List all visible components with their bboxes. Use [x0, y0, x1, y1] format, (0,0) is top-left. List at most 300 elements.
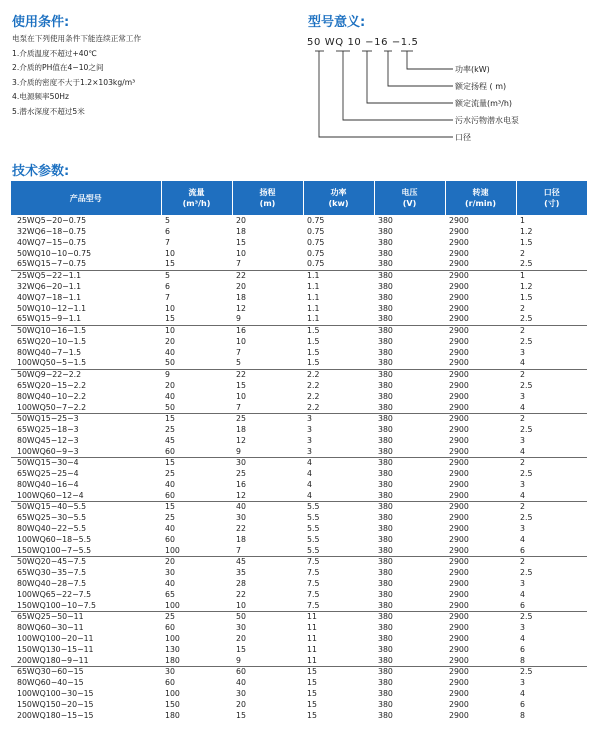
cell-voltage: 380	[378, 568, 393, 577]
cell-power: 7.5	[307, 600, 320, 610]
cell-speed: 2900	[449, 545, 469, 555]
cell-caliber: 2	[516, 457, 587, 468]
cell-head: 10	[236, 248, 246, 258]
cell-power: 2.2	[303, 369, 374, 380]
cell-head: 15	[236, 711, 246, 721]
table-row	[11, 612, 587, 623]
table-row	[11, 303, 587, 314]
cell-caliber: 2.5	[520, 468, 533, 478]
cell-flow: 20	[165, 380, 175, 390]
cell-caliber: 8	[520, 655, 525, 665]
conditions-title: 使用条件:	[12, 15, 70, 30]
line-type	[343, 51, 453, 120]
cell-power: 3	[307, 435, 312, 445]
cell-speed: 2900	[449, 391, 469, 401]
cell-model: 25WQ5−22−1.1	[11, 270, 161, 281]
cell-power: 2.2	[307, 402, 320, 412]
cell-model: 50WQ9−22−2.2	[11, 369, 161, 380]
cell-power: 4	[307, 479, 312, 489]
table-row	[11, 568, 587, 579]
cell-caliber: 2.5	[520, 512, 533, 522]
cell-voltage: 380	[378, 380, 393, 390]
conditions-item: 5.潜水深度不超过5米	[12, 106, 85, 116]
cell-power: 11	[307, 623, 317, 633]
cell-head: 30	[236, 512, 246, 522]
cell-model: 32WQ6−18−0.75	[17, 226, 87, 236]
cell-flow: 30	[165, 568, 175, 577]
cell-flow: 15	[161, 413, 232, 424]
cell-power: 5.5	[307, 545, 320, 555]
cell-caliber: 2	[516, 501, 587, 512]
table-row	[11, 711, 587, 722]
cell-caliber: 6	[520, 545, 525, 555]
cell-power: 5.5	[303, 501, 374, 512]
cell-power: 1.5	[303, 325, 374, 336]
cell-flow: 60	[165, 623, 175, 633]
cell-head: 10	[236, 336, 246, 346]
cell-power: 15	[307, 689, 317, 699]
header-unit: (m)	[259, 199, 276, 208]
cell-model: 100WQ65−22−7.5	[17, 590, 92, 600]
cell-speed: 2900	[445, 457, 516, 468]
cell-speed: 2900	[449, 226, 469, 236]
cell-voltage: 380	[378, 645, 393, 655]
table-row	[11, 270, 587, 281]
cell-voltage: 380	[374, 501, 445, 512]
cell-model: 80WQ40−28−7.5	[17, 579, 87, 589]
cell-speed: 2900	[449, 579, 469, 589]
cell-caliber: 2	[516, 413, 587, 424]
cell-head: 25	[232, 413, 303, 424]
cell-model: 200WQ180−9−11	[17, 655, 89, 665]
cell-flow: 25	[165, 424, 175, 434]
cell-model: 65WQ25−30−5.5	[17, 512, 87, 522]
cell-model: 80WQ40−22−5.5	[17, 523, 87, 533]
cell-power: 11	[307, 645, 317, 655]
cell-head: 18	[236, 534, 246, 544]
cell-caliber: 3	[520, 579, 525, 589]
cell-caliber: 1.2	[520, 281, 533, 291]
cell-head: 35	[236, 568, 246, 577]
cell-flow: 30	[161, 667, 232, 678]
cell-model: 80WQ40−7−1.5	[17, 347, 82, 357]
cell-voltage: 380	[378, 314, 393, 324]
cell-speed: 2900	[449, 645, 469, 655]
cell-caliber: 3	[520, 479, 525, 489]
model-meaning-title: 型号意义:	[308, 15, 366, 30]
cell-model: 65WQ20−15−2.2	[17, 380, 87, 390]
cell-model: 65WQ15−7−0.75	[17, 259, 87, 269]
cell-head: 18	[236, 424, 246, 434]
cell-flow: 45	[165, 435, 175, 445]
cell-flow: 25	[165, 512, 175, 522]
cell-speed: 2900	[449, 380, 469, 390]
cell-power: 7.5	[307, 590, 320, 600]
cell-caliber: 4	[520, 402, 525, 412]
cell-head: 9	[236, 446, 241, 456]
cell-voltage: 380	[378, 590, 393, 600]
cell-model: 80WQ45−12−3	[17, 435, 79, 445]
cell-head: 18	[236, 226, 246, 236]
cell-voltage: 380	[374, 325, 445, 336]
table-row	[11, 468, 587, 479]
cell-flow: 130	[165, 645, 180, 655]
header-line: 电压	[401, 188, 418, 197]
cell-caliber: 2	[520, 248, 525, 258]
cell-speed: 2900	[449, 623, 469, 633]
cell-model: 80WQ40−16−4	[17, 479, 79, 489]
cell-caliber: 2	[520, 303, 525, 313]
cell-head: 20	[236, 634, 246, 644]
cell-speed: 2900	[449, 259, 469, 269]
cell-voltage: 380	[378, 600, 393, 610]
cell-speed: 2900	[449, 215, 469, 225]
cell-speed: 2900	[445, 556, 516, 567]
cell-power: 1.1	[307, 314, 320, 324]
cell-voltage: 380	[378, 358, 393, 368]
cell-speed: 2900	[449, 634, 469, 644]
cell-speed: 2900	[445, 667, 516, 678]
line-caliber	[319, 51, 453, 137]
cell-power: 0.75	[307, 226, 325, 236]
cell-flow: 20	[165, 336, 175, 346]
table-row	[11, 523, 587, 534]
cell-speed: 2900	[449, 568, 469, 577]
cell-power: 0.75	[307, 215, 325, 225]
cell-flow: 40	[165, 523, 175, 533]
cell-model: 65WQ20−10−1.5	[17, 336, 87, 346]
cell-caliber: 6	[520, 700, 525, 710]
cell-voltage: 380	[378, 281, 393, 291]
cell-power: 0.75	[307, 248, 325, 258]
cell-caliber: 3	[520, 623, 525, 633]
table-row	[11, 656, 587, 667]
cell-head: 12	[236, 303, 246, 313]
cell-voltage: 380	[378, 435, 393, 445]
cell-flow: 6	[165, 281, 170, 291]
cell-voltage: 380	[378, 446, 393, 456]
header-unit: (r/min)	[465, 199, 496, 208]
cell-model: 50WQ10−10−0.75	[17, 248, 92, 258]
cell-voltage: 380	[374, 369, 445, 380]
cell-head: 22	[236, 523, 246, 533]
cell-model: 25WQ5−20−0.75	[17, 215, 87, 225]
cell-voltage: 380	[378, 711, 393, 721]
cell-caliber: 2.5	[520, 259, 533, 269]
cell-head: 9	[236, 314, 241, 324]
spec-table	[11, 181, 587, 722]
table-header-row	[11, 181, 587, 215]
cell-power: 11	[303, 612, 374, 623]
cell-speed: 2900	[445, 369, 516, 380]
cell-flow: 10	[161, 325, 232, 336]
cell-caliber: 2	[516, 369, 587, 380]
cell-model: 100WQ50−7−2.2	[17, 402, 87, 412]
cell-speed: 2900	[445, 501, 516, 512]
cell-caliber: 2.5	[516, 667, 587, 678]
cell-flow: 100	[165, 600, 180, 610]
cell-voltage: 380	[378, 579, 393, 589]
table-row	[11, 391, 587, 402]
table-body	[11, 215, 587, 722]
header-head	[232, 181, 303, 215]
cell-power: 3	[307, 424, 312, 434]
cell-head: 22	[232, 270, 303, 281]
conditions-list	[12, 32, 141, 120]
cell-power: 5.5	[307, 523, 320, 533]
conditions-item: 3.介质的密度不大于1.2×103kg/m³	[12, 77, 136, 87]
cell-head: 60	[232, 667, 303, 678]
cell-model: 200WQ180−15−15	[17, 711, 94, 721]
cell-voltage: 380	[378, 689, 393, 699]
cell-caliber: 3	[520, 678, 525, 688]
cell-power: 7.5	[307, 579, 320, 589]
cell-speed: 2900	[449, 689, 469, 699]
cell-head: 5	[236, 358, 241, 368]
cell-caliber: 6	[520, 600, 525, 610]
table-row	[11, 325, 587, 336]
cell-flow: 25	[161, 612, 232, 623]
cell-caliber: 4	[520, 634, 525, 644]
cell-speed: 2900	[449, 655, 469, 665]
cell-caliber: 4	[520, 689, 525, 699]
cell-voltage: 380	[378, 347, 393, 357]
cell-head: 10	[236, 391, 246, 401]
cell-caliber: 2	[516, 325, 587, 336]
cell-model: 50WQ20−45−7.5	[11, 556, 161, 567]
cell-caliber: 3	[520, 347, 525, 357]
cell-head: 30	[236, 623, 246, 633]
header-voltage	[374, 181, 445, 215]
cell-caliber: 1	[520, 215, 525, 225]
table-row	[11, 623, 587, 634]
table-row	[11, 689, 587, 700]
cell-speed: 2900	[449, 678, 469, 688]
cell-head: 30	[236, 689, 246, 699]
cell-power: 1.5	[307, 336, 320, 346]
header-flow	[161, 181, 232, 215]
cell-power: 15	[303, 667, 374, 678]
cell-power: 5.5	[307, 512, 320, 522]
cell-speed: 2900	[445, 413, 516, 424]
cell-speed: 2900	[445, 270, 516, 281]
cell-model: 150WQ150−20−15	[17, 700, 94, 710]
cell-flow: 60	[165, 490, 175, 500]
line-power	[407, 51, 453, 69]
cell-speed: 2900	[449, 435, 469, 445]
table-row	[11, 457, 587, 468]
cell-head: 7	[236, 545, 241, 555]
table-row	[11, 545, 587, 556]
cell-head: 12	[236, 435, 246, 445]
cell-model: 100WQ60−18−5.5	[17, 534, 92, 544]
cell-head: 15	[236, 237, 246, 247]
cell-model: 65WQ25−50−11	[11, 612, 161, 623]
cell-power: 3	[307, 446, 312, 456]
tech-params-title: 技术参数:	[12, 164, 70, 179]
cell-power: 15	[307, 700, 317, 710]
table-row	[11, 347, 587, 358]
cell-voltage: 380	[378, 623, 393, 633]
cell-head: 22	[232, 369, 303, 380]
cell-speed: 2900	[449, 534, 469, 544]
label-caliber: 口径	[455, 133, 471, 142]
cell-flow: 50	[165, 358, 175, 368]
cell-head: 7	[236, 259, 241, 269]
cell-power: 4	[307, 468, 312, 478]
cell-flow: 6	[165, 226, 170, 236]
cell-power: 11	[307, 655, 317, 665]
cell-head: 30	[232, 457, 303, 468]
cell-speed: 2900	[449, 303, 469, 313]
table-row	[11, 512, 587, 523]
table-row	[11, 358, 587, 369]
cell-speed: 2900	[449, 424, 469, 434]
cell-caliber: 2.5	[520, 424, 533, 434]
cell-speed: 2900	[449, 281, 469, 291]
cell-flow: 100	[165, 689, 180, 699]
table-row	[11, 248, 587, 259]
cell-voltage: 380	[374, 457, 445, 468]
cell-voltage: 380	[378, 391, 393, 401]
cell-power: 2.2	[307, 391, 320, 401]
cell-power: 11	[307, 634, 317, 644]
table-row	[11, 667, 587, 678]
cell-voltage: 380	[378, 479, 393, 489]
table-row	[11, 237, 587, 248]
cell-model: 50WQ15−25−3	[11, 413, 161, 424]
cell-model: 65WQ30−60−15	[11, 667, 161, 678]
cell-head: 50	[232, 612, 303, 623]
model-meaning-lines	[300, 11, 600, 161]
cell-head: 10	[236, 600, 246, 610]
cell-flow: 5	[161, 270, 232, 281]
table-row	[11, 479, 587, 490]
cell-model: 80WQ60−30−11	[17, 623, 84, 633]
cell-voltage: 380	[378, 634, 393, 644]
cell-voltage: 380	[378, 215, 393, 225]
header-caliber	[516, 181, 587, 215]
line-flow	[367, 51, 453, 103]
header-line: 产品型号	[69, 193, 102, 203]
cell-voltage: 380	[374, 556, 445, 567]
cell-flow: 180	[165, 711, 180, 721]
cell-head: 15	[236, 380, 246, 390]
cell-voltage: 380	[374, 612, 445, 623]
cell-model: 150WQ100−7−5.5	[17, 545, 92, 555]
cell-flow: 10	[165, 303, 175, 313]
cell-model: 65WQ30−35−7.5	[17, 568, 87, 577]
cell-model: 65WQ25−18−3	[17, 424, 79, 434]
table-row	[11, 446, 587, 457]
cell-flow: 150	[165, 700, 180, 710]
cell-voltage: 380	[378, 303, 393, 313]
cell-model: 80WQ60−40−15	[17, 678, 84, 688]
header-unit: (寸)	[544, 199, 560, 208]
cell-speed: 2900	[449, 358, 469, 368]
header-line: 扬程	[259, 188, 276, 197]
cell-power: 15	[307, 711, 317, 721]
cell-head: 40	[232, 501, 303, 512]
cell-speed: 2900	[449, 237, 469, 247]
cell-model: 50WQ15−30−4	[11, 457, 161, 468]
cell-flow: 15	[161, 457, 232, 468]
header-speed	[445, 181, 516, 215]
header-power	[303, 181, 374, 215]
cell-power: 3	[303, 413, 374, 424]
header-line: 流量	[188, 188, 205, 197]
cell-caliber: 4	[520, 446, 525, 456]
cell-speed: 2900	[449, 700, 469, 710]
cell-model: 150WQ130−15−11	[17, 645, 94, 655]
cell-power: 7.5	[303, 556, 374, 567]
cell-speed: 2900	[449, 512, 469, 522]
cell-voltage: 380	[378, 545, 393, 555]
header-line: 口径	[543, 188, 560, 197]
cell-caliber: 2.5	[520, 380, 533, 390]
cell-power: 0.75	[307, 259, 325, 269]
table-row	[11, 424, 587, 435]
table-row	[11, 601, 587, 612]
cell-speed: 2900	[449, 523, 469, 533]
cell-caliber: 6	[520, 645, 525, 655]
line-head	[388, 51, 453, 86]
label-pump-type: 污水污物潜水电泵	[455, 116, 519, 125]
cell-flow: 7	[165, 292, 170, 302]
cell-model: 100WQ60−12−4	[17, 490, 84, 500]
cell-caliber: 4	[520, 590, 525, 600]
cell-caliber: 2.5	[516, 612, 587, 623]
cell-power: 1.1	[307, 292, 320, 302]
conditions-item: 电泵在下列使用条件下能连续正常工作	[12, 34, 142, 43]
cell-caliber: 1	[516, 270, 587, 281]
model-code-example: 50 WQ 10 −16 −1.5	[307, 37, 419, 48]
table-row	[11, 435, 587, 446]
cell-head: 20	[236, 700, 246, 710]
cell-speed: 2900	[449, 248, 469, 258]
cell-model: 40WQ7−15−0.75	[17, 237, 87, 247]
cell-speed: 2900	[449, 711, 469, 721]
cell-model: 40WQ7−18−1.1	[17, 292, 82, 302]
cell-voltage: 380	[378, 534, 393, 544]
table-row	[11, 314, 587, 325]
cell-speed: 2900	[449, 468, 469, 478]
cell-speed: 2900	[449, 336, 469, 346]
table-row	[11, 369, 587, 380]
cell-speed: 2900	[445, 325, 516, 336]
cell-model: 100WQ60−9−3	[17, 446, 79, 456]
header-line: 转速	[472, 188, 489, 197]
cell-head: 7	[236, 402, 241, 412]
cell-voltage: 380	[378, 237, 393, 247]
cell-voltage: 380	[378, 226, 393, 236]
cell-power: 1.1	[307, 281, 320, 291]
table-row	[11, 402, 587, 413]
cell-head: 9	[236, 655, 241, 665]
cell-power: 0.75	[307, 237, 325, 247]
cell-flow: 25	[165, 468, 175, 478]
cell-voltage: 380	[378, 700, 393, 710]
cell-power: 4	[307, 490, 312, 500]
label-flow: 额定流量(m³/h)	[455, 99, 513, 108]
cell-caliber: 2	[516, 556, 587, 567]
cell-model: 50WQ10−16−1.5	[11, 325, 161, 336]
table-row	[11, 534, 587, 545]
cell-caliber: 1.2	[520, 226, 533, 236]
cell-flow: 180	[165, 655, 180, 665]
cell-flow: 60	[165, 534, 175, 544]
table-row	[11, 336, 587, 347]
